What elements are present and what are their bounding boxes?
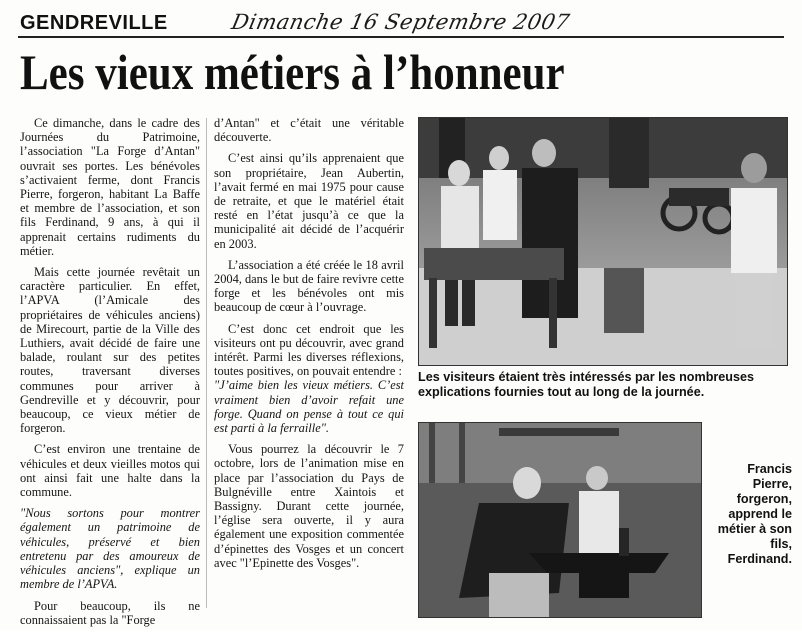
photo-blacksmith xyxy=(418,422,702,618)
photo-forge-visitors xyxy=(418,117,788,366)
handwritten-date: Dimanche 16 Septembre 2007 xyxy=(229,10,572,34)
paragraph: C’est environ une trentaine de véhicules et deux vieilles motos qui ont ainsi fait une halte dans la commune. xyxy=(20,442,200,500)
header-rule xyxy=(18,36,784,38)
section-title: GENDREVILLE xyxy=(20,12,168,34)
blacksmith-anvil-image xyxy=(419,423,701,617)
quote-paragraph: "J’aime bien les vieux métiers. C’est vraiment bien d’avoir refait une forge. Quand on pense à tout ce qui est parti à la ferraille". xyxy=(214,378,404,436)
photo-caption: Les visiteurs étaient très intéressés par les nombreuses explications fournies tout au long de la journée. xyxy=(418,370,754,399)
paragraph: C’est ainsi qu’ils apprenaient que son propriétaire, Jean Aubertin, l’avait fermé en mai 1975 pour cause de retraite, et que le matériel était resté en l’état jusqu’à ce que la municipalité ait décidé de l’acquérir en 2003. xyxy=(214,151,404,251)
column-divider xyxy=(206,118,207,608)
paragraph: C’est donc cet endroit que les visiteurs ont pu découvrir, avec grand intérêt. Parmi les diverses réflexions, toutes positives, on pouvait entendre : xyxy=(214,321,404,379)
article-column-2 xyxy=(214,116,404,577)
paragraph: Pour beaucoup, ils ne connaissaient pas la "Forge xyxy=(20,598,200,627)
paragraph: Mais cette journée revêtait un caractère particulier. En effet, l’APVA (l’Amicale des propriétaires de véhicules anciens) de Mirecourt, partie de la Ville des Luthiers, avait décidé de faire une balade, roulant sur des petites routes, traversant diverses communes pour arriver à Gendreville et y découvrir, pour beaucoup, ce vieux métier de forgeron. xyxy=(20,265,200,436)
paragraph: Vous pourrez la découvrir le 7 octobre, lors de l’animation mise en place par l’association du Pays de Bulgnéville entre Xaintois et Bassigny. Durant cette journée, l’église sera ouverte, il y aura également une exposition commentée d’épinettes des Vosges et un concert avec "l’Epinette des Vosges". xyxy=(214,442,404,570)
photo-caption: Francis Pierre, forgeron, apprend le métier à son fils, Ferdinand. xyxy=(717,462,792,566)
headline: Les vieux métiers à l’honneur xyxy=(20,44,565,100)
article-column-1 xyxy=(20,116,200,634)
paragraph: L’association a été créée le 18 avril 2004, dans le but de faire revivre cette forge et les bénévoles ont mis beaucoup de cœur à l’ouvrage. xyxy=(214,257,404,315)
paragraph: Ce dimanche, dans le cadre des Journées du Patrimoine, l’association "La Forge d’Antan" ouvrait ses portes. Les bénévoles s’activaient ferme, dont Francis Pierre, forgeron, habitant La Baffe et membre de l’association, et son fils Ferdinand, 9 ans, à qui il apprenait certains rudiments du métier. xyxy=(20,116,200,258)
paragraph: d’Antan" et c’était une véritable découverte. xyxy=(214,116,404,145)
quote-paragraph: "Nous sortons pour montrer également un patrimoine de véhicules, préservé et bien entretenu par des amoureux de véhicules anciens", explique un membre de l’APVA. xyxy=(20,506,200,592)
outdoor-forge-visitors-image xyxy=(419,118,787,365)
